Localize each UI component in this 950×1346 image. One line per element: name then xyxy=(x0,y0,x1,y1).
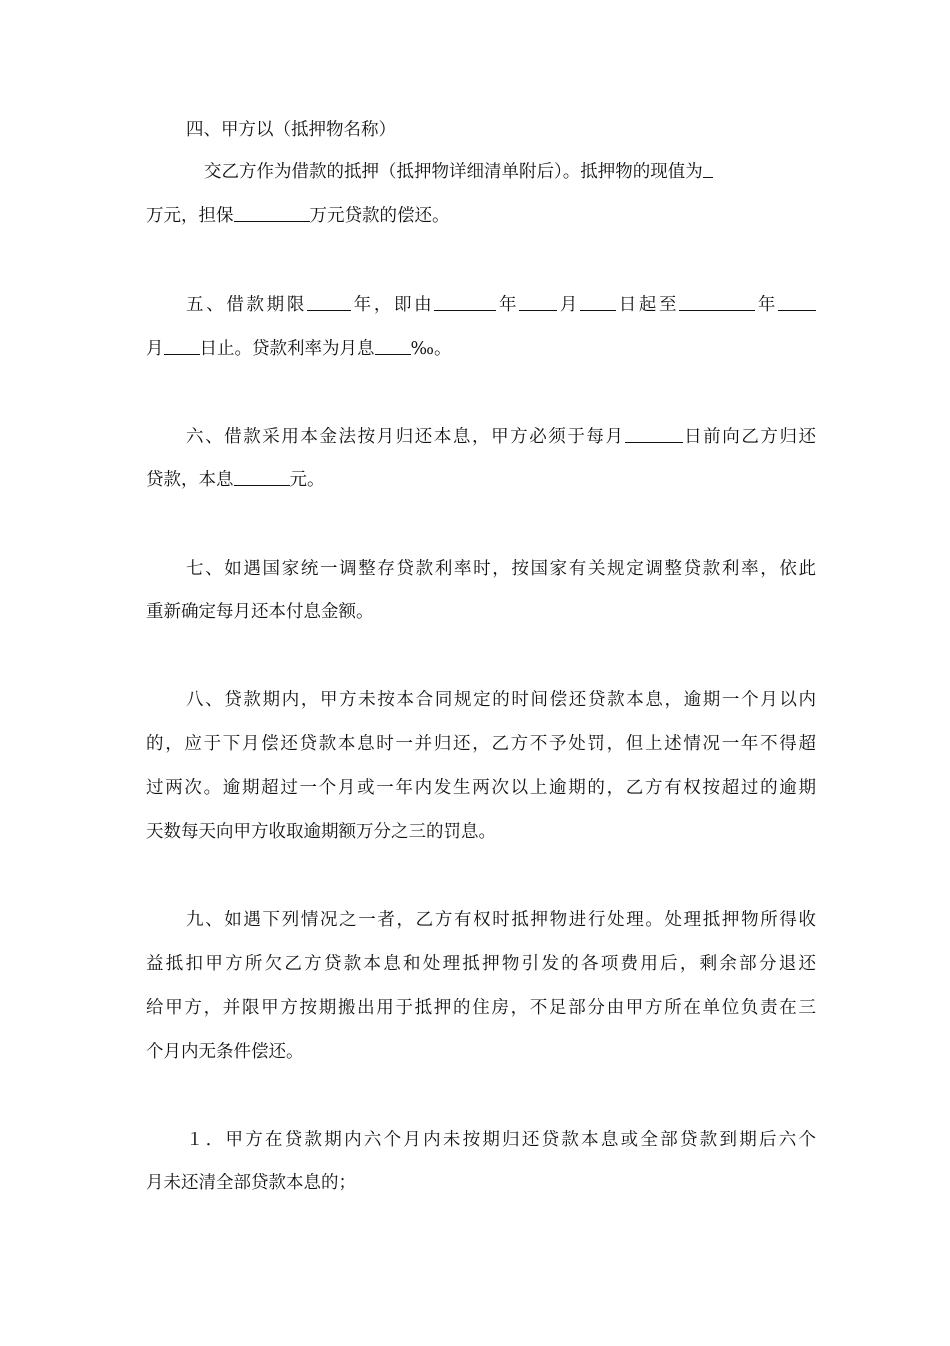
clause-4-text: 交乙方作为借款的抵押（抵押物详细清单附后）。抵押物的现值为 xyxy=(204,162,703,182)
clause-6-text: 贷款，本息 xyxy=(146,470,234,490)
clause-8-line-1: 八、贷款期内，甲方未按本合同规定的时间偿还贷款本息，逾期一个月以内 xyxy=(186,690,816,710)
clause-4-line-2 xyxy=(204,161,784,183)
clause-6-text: 六、借款采用本金法按月归还本息，甲方必须于每月 xyxy=(186,427,625,447)
item-1-line-1: １．甲方在贷款期内六个月内未按期归还贷款本息或全部贷款到期后六个 xyxy=(186,1130,816,1150)
clause-5-line-1 xyxy=(186,294,816,316)
clause-6-line-1 xyxy=(186,426,816,448)
blank-field xyxy=(778,294,816,311)
clause-7-line-2: 重新确定每月还本付息金额。 xyxy=(146,602,374,622)
clause-8-line-4: 天数每天向甲方收取逾期额万分之三的罚息。 xyxy=(146,822,496,842)
clause-5-text: 日止。贷款利率为月息 xyxy=(199,339,375,359)
clause-9-line-1: 九、如遇下列情况之一者，乙方有权时抵押物进行处理。处理抵押物所得收 xyxy=(186,910,816,930)
item-1-line-2: 月未还清全部贷款本息的； xyxy=(146,1173,356,1193)
clause-5-text: 年 xyxy=(755,295,779,315)
blank-field xyxy=(434,294,496,311)
clause-7-line-1: 七、如遇国家统一调整存贷款利率时，按国家有关规定调整贷款利率，依此 xyxy=(186,559,816,579)
blank-field xyxy=(375,338,411,355)
clause-8-line-3: 过两次。逾期超过一个月或一年内发生两次以上逾期的，乙方有权按超过的逾期 xyxy=(146,778,816,798)
blank-field xyxy=(307,294,351,311)
blank-field xyxy=(580,294,616,311)
clause-5-text: 年，即由 xyxy=(351,295,435,315)
clause-6-text: 日前向乙方归还 xyxy=(682,427,817,447)
clause-5-text: 日起至 xyxy=(616,295,680,315)
clause-5-text: 五、借款期限 xyxy=(186,295,307,315)
clause-8-line-2: 的，应于下月偿还贷款本息时一并归还，乙方不予处罚，但上述情况一年不得超 xyxy=(146,734,816,754)
clause-4-text: 万元，担保 xyxy=(146,206,234,226)
clause-5-text: 月 xyxy=(146,339,164,359)
clause-5-text: 月 xyxy=(557,295,581,315)
blank-field xyxy=(234,469,290,486)
clause-6-line-2 xyxy=(146,469,816,491)
blank-field xyxy=(519,294,557,311)
blank-field xyxy=(679,294,755,311)
clause-4-text: 万元贷款的偿还。 xyxy=(309,206,450,226)
clause-4-heading xyxy=(186,119,816,141)
clause-4-line-3 xyxy=(146,205,816,227)
blank-field xyxy=(625,426,683,443)
clause-5-text: 年 xyxy=(496,295,520,315)
blank-field xyxy=(703,161,713,178)
clause-9-line-3: 给甲方，并限甲方按期搬出用于抵押的住房，不足部分由甲方所在单位负责在三 xyxy=(146,998,816,1018)
clause-5-line-2 xyxy=(146,338,816,360)
clause-9-line-2: 益抵扣甲方所欠乙方贷款本息和处理抵押物引发的各项费用后，剩余部分退还 xyxy=(146,954,816,974)
blank-field xyxy=(234,205,310,222)
blank-field xyxy=(164,338,200,355)
clause-5-text: ‰。 xyxy=(410,339,452,359)
clause-9-line-4: 个月内无条件偿还。 xyxy=(146,1042,304,1062)
clause-4-text: 四、甲方以（抵押物名称） xyxy=(186,120,396,140)
clause-6-text: 元。 xyxy=(289,470,325,490)
